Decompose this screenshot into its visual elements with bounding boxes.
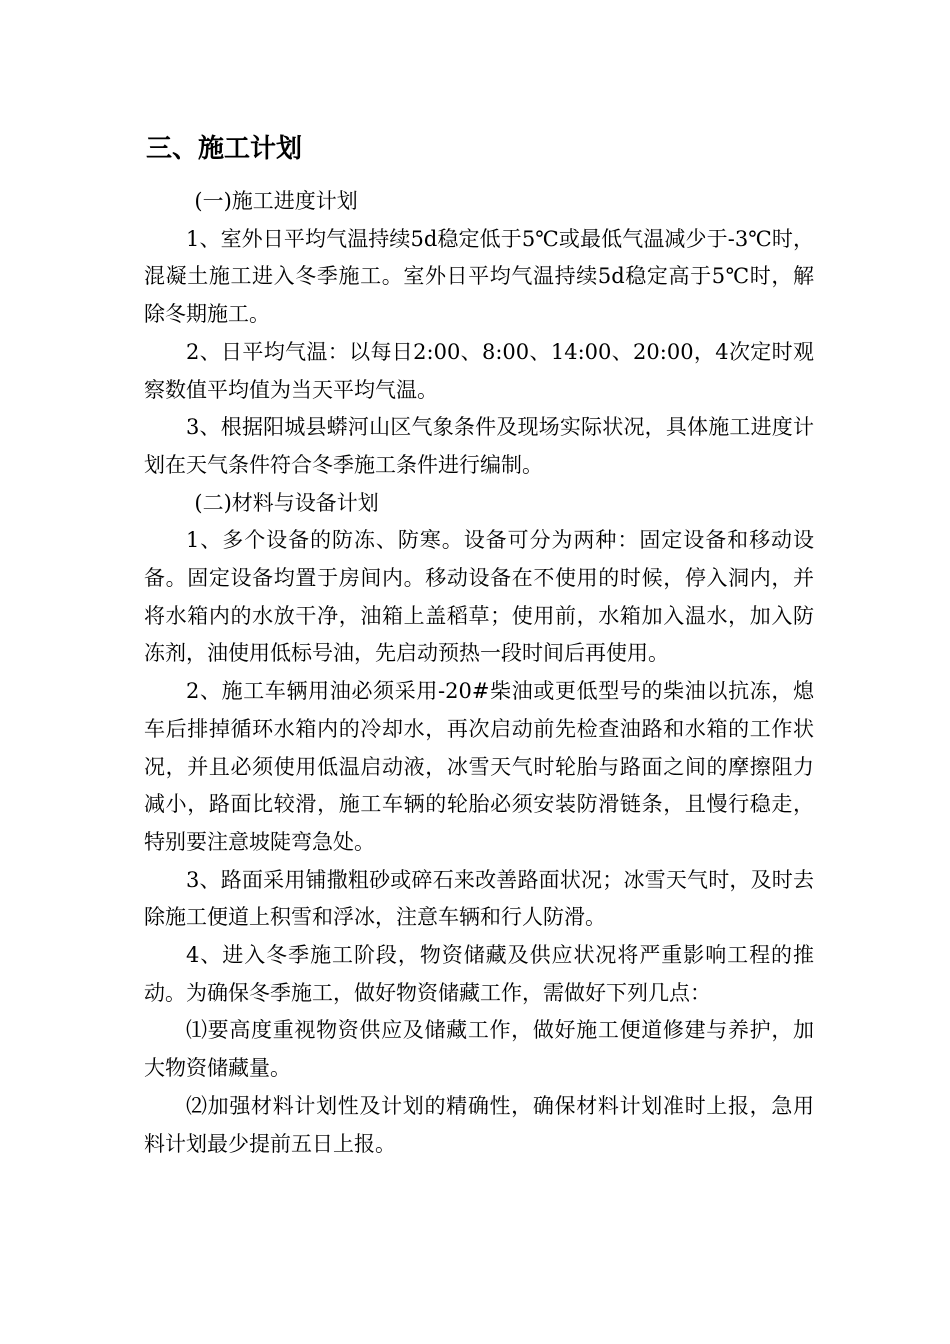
paragraph: 3、根据阳城县蟒河山区气象条件及现场实际状况，具体施工进度计划在天气条件符合冬季施工条件进行编制。 [144,415,814,477]
paragraph: 2、施工车辆用油必须采用-20#柴油或更低型号的柴油以抗冻，熄车后排掉循环水箱内的冷却水，再次启动前先检查油路和水箱的工作状况，并且必须使用低温启动液，冰雪天气时轮胎与路面之间的摩擦阻力减小，路面比较滑，施工车辆的轮胎必须安装防滑链条，且慢行稳走，特别要注意坡陡弯急处。 [144,679,814,854]
list-item: ⑴要高度重视物资供应及储藏工作，做好施工便道修建与养护，加大物资储藏量。 [144,1018,814,1081]
subsection-heading: (二)材料与设备计划 [194,490,379,515]
subsection-heading: (一)施工进度计划 [194,189,358,213]
paragraph: 2、日平均气温：以每日2:00、8:00、14:00、20:00，4次定时观察数值平均值为当天平均气温。 [144,339,814,402]
paragraph: 3、路面采用铺撒粗砂或碎石来改善路面状况；冰雪天气时，及时去除施工便道上积雪和浮冰，注意车辆和行人防滑。 [144,867,814,930]
list-item: ⑵加强材料计划性及计划的精确性，确保材料计划准时上报，急用料计划最少提前五日上报。 [144,1093,814,1156]
section-title: 三、施工计划 [146,134,303,164]
body-text [144,183,814,1163]
paragraph: 1、多个设备的防冻、防寒。设备可分为两种：固定设备和移动设备。固定设备均置于房间内。移动设备在不使用的时候，停入洞内，并将水箱内的水放干净，油箱上盖稻草；使用前，水箱加入温水，加入防冻剂，油使用低标号油，先启动预热一段时间后再使用。 [144,528,814,666]
paragraph: 1、室外日平均气温持续5d稳定低于5℃或最低气温减少于-3℃时，混凝土施工进入冬季施工。室外日平均气温持续5d稳定高于5℃时，解除冬期施工。 [144,226,814,327]
paragraph: 4、进入冬季施工阶段，物资储藏及供应状况将严重影响工程的推动。为确保冬季施工，做好物资储藏工作，需做好下列几点： [144,943,814,1005]
